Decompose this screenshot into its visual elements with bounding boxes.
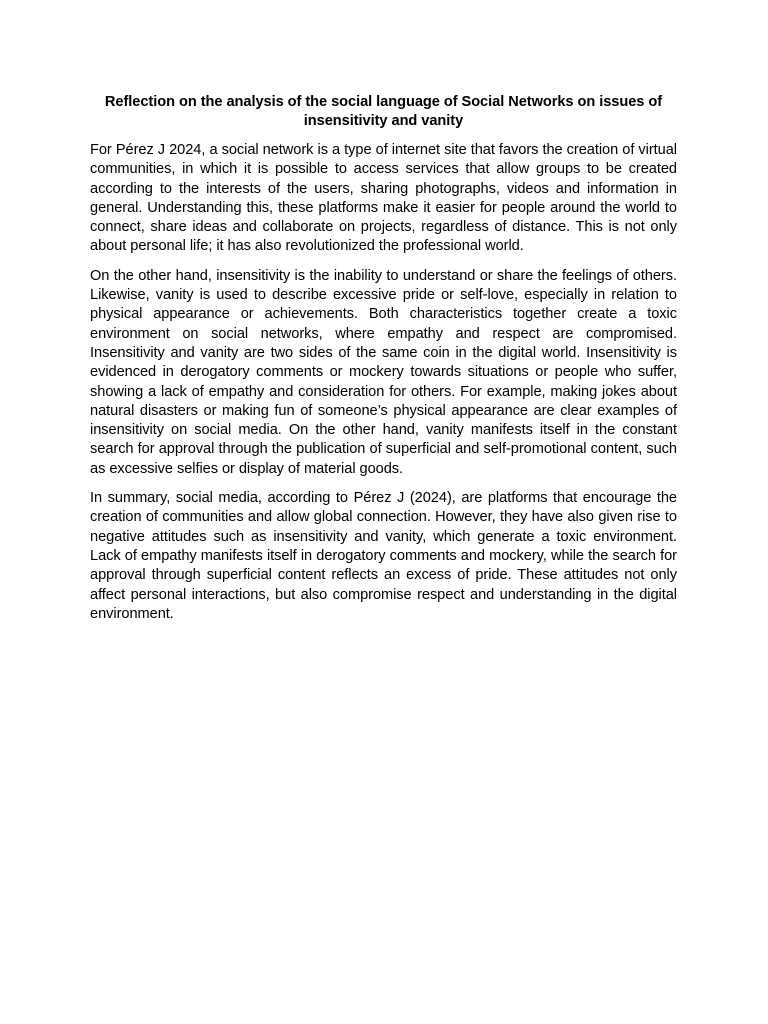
paragraph-3: In summary, social media, according to Pérez J (2024), are platforms that encourage the creation of communities and allow global connection. However, they have also given rise to negative attitudes such as insensitivity and vanity, which generate a toxic environment. Lack of empathy manifests itself in derogatory comments and mockery, while the search for approval through superficial content reflects an excess of pride. These attitudes not only affect personal interactions, but also compromise respect and understanding in the digital environment. xyxy=(90,490,677,622)
document-title: Reflection on the analysis of the social language of Social Networks on issues of insensitivity and vanity xyxy=(104,94,663,129)
paragraph-2: On the other hand, insensitivity is the inability to understand or share the feelings of others. Likewise, vanity is used to describe excessive pride or self-love, especially in relation to physical appearance or achievements. Both characteristics together create a toxic environment on social networks, where empathy and respect are compromised. Insensitivity and vanity are two sides of the same coin in the digital world. Insensitivity is evidenced in derogatory comments or mockery towards situations or people who suffer, showing a lack of empathy and consideration for others. For example, making jokes about natural disasters or making fun of someone’s physical appearance are clear examples of insensitivity on social media. On the other hand, vanity manifests itself in the constant search for approval through the publication of superficial and self-promotional content, such as excessive selfies or display of material goods. xyxy=(90,267,677,477)
document-body xyxy=(90,93,677,634)
paragraph-1: For Pérez J 2024, a social network is a type of internet site that favors the creation of virtual communities, in which it is possible to access services that allow groups to be created according to the interests of the users, sharing photographs, videos and information in general. Understanding this, these platforms make it easier for people around the world to connect, share ideas and collaborate on projects, regardless of distance. This is not only about personal life; it has also revolutionized the professional world. xyxy=(90,142,677,255)
